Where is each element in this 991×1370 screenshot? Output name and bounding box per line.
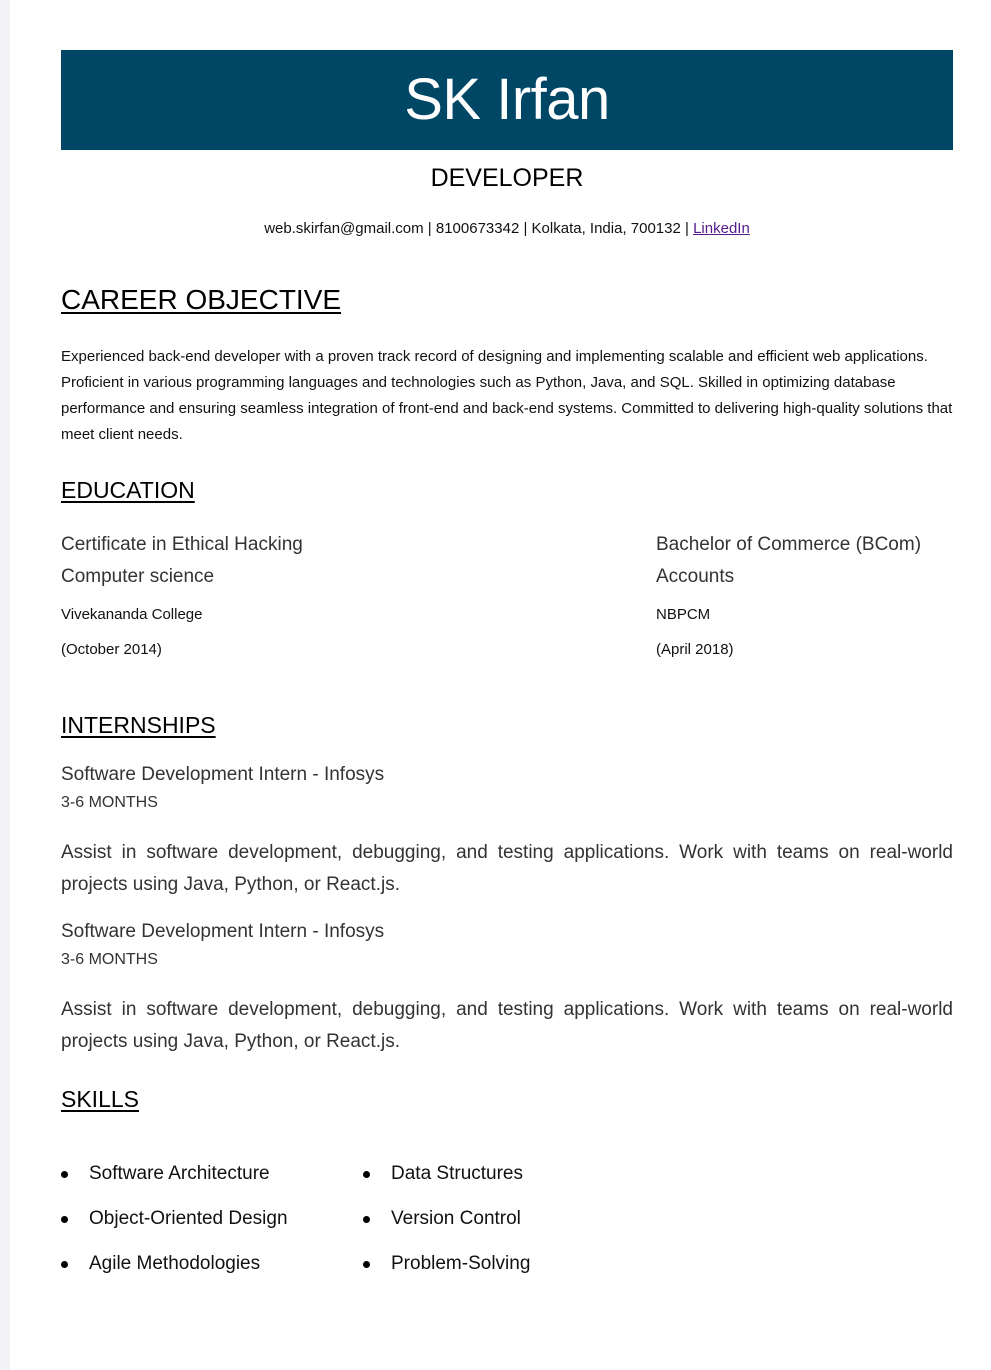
left-margin-strip xyxy=(0,0,10,1370)
linkedin-link[interactable]: LinkedIn xyxy=(693,220,750,237)
career-objective-heading: CAREER OBJECTIVE xyxy=(61,284,342,315)
contact-phone: 8100673342 xyxy=(435,220,520,237)
skills-heading: SKILLS xyxy=(61,1086,139,1112)
internship-role: Software Development Intern - Infosys xyxy=(61,921,385,942)
skill-item xyxy=(363,1158,663,1190)
internship-duration: 3-6 MONTHS xyxy=(61,794,158,811)
contact-location: Kolkata, India, 700132 xyxy=(531,220,681,237)
contact-separator: | xyxy=(680,220,694,237)
internship-description: Assist in software development, debugging, and testing applications. Work with teams on real-world projects using Java, Python, or React.js. xyxy=(61,842,953,895)
education-school: NBPCM xyxy=(656,606,711,623)
education-field: Computer science xyxy=(61,566,215,587)
education-list xyxy=(61,529,953,660)
education-degree: Bachelor of Commerce (BCom) xyxy=(656,534,922,555)
skills-list xyxy=(61,1158,953,1280)
career-objective-text: Experienced back-end developer with a proven track record of designing and implementing scalable and efficient web applications. Proficient in various programming languages and technologies such as Python, Java, and SQL. Skilled in optimizing database performance and ensuring seamless integration of front-end and back-end systems. Committed to delivering high-quality solutions that meet client needs. xyxy=(61,348,953,443)
internships-heading: INTERNSHIPS xyxy=(61,712,216,738)
bullet-icon xyxy=(61,1171,68,1178)
bullet-icon xyxy=(363,1216,370,1223)
education-entry xyxy=(61,529,656,660)
skill-label: Software Architecture xyxy=(89,1163,270,1184)
skill-label: Object-Oriented Design xyxy=(89,1208,288,1229)
internship-entry xyxy=(61,758,953,901)
education-date: (April 2018) xyxy=(656,641,734,658)
skill-item xyxy=(61,1158,363,1190)
education-degree: Certificate in Ethical Hacking xyxy=(61,534,303,555)
contact-email: web.skirfan@gmail.com xyxy=(264,220,424,237)
internship-description: Assist in software development, debugging, and testing applications. Work with teams on real-world projects using Java, Python, or React.js. xyxy=(61,999,953,1052)
bullet-icon xyxy=(363,1261,370,1268)
resume-page xyxy=(61,50,953,1280)
skill-label: Version Control xyxy=(391,1208,521,1229)
skill-label: Problem-Solving xyxy=(391,1253,531,1274)
header-band xyxy=(61,50,953,150)
education-heading: EDUCATION xyxy=(61,477,195,503)
internship-entry xyxy=(61,915,953,1058)
job-title: DEVELOPER xyxy=(430,164,584,192)
bullet-icon xyxy=(363,1171,370,1178)
skill-item xyxy=(61,1203,363,1235)
education-field: Accounts xyxy=(656,566,735,587)
contact-separator: | xyxy=(519,220,532,237)
contact-line xyxy=(61,219,953,239)
internship-role: Software Development Intern - Infosys xyxy=(61,764,385,785)
skill-label: Data Structures xyxy=(391,1163,523,1184)
candidate-name: SK Irfan xyxy=(404,67,610,132)
skill-label: Agile Methodologies xyxy=(89,1253,261,1274)
bullet-icon xyxy=(61,1216,68,1223)
contact-separator: | xyxy=(423,220,436,237)
education-entry xyxy=(656,529,921,660)
education-school: Vivekananda College xyxy=(61,606,203,623)
skill-item xyxy=(363,1248,663,1280)
skill-item xyxy=(61,1248,363,1280)
skill-item xyxy=(363,1203,663,1235)
internship-duration: 3-6 MONTHS xyxy=(61,951,158,968)
bullet-icon xyxy=(61,1261,68,1268)
education-date: (October 2014) xyxy=(61,641,162,658)
